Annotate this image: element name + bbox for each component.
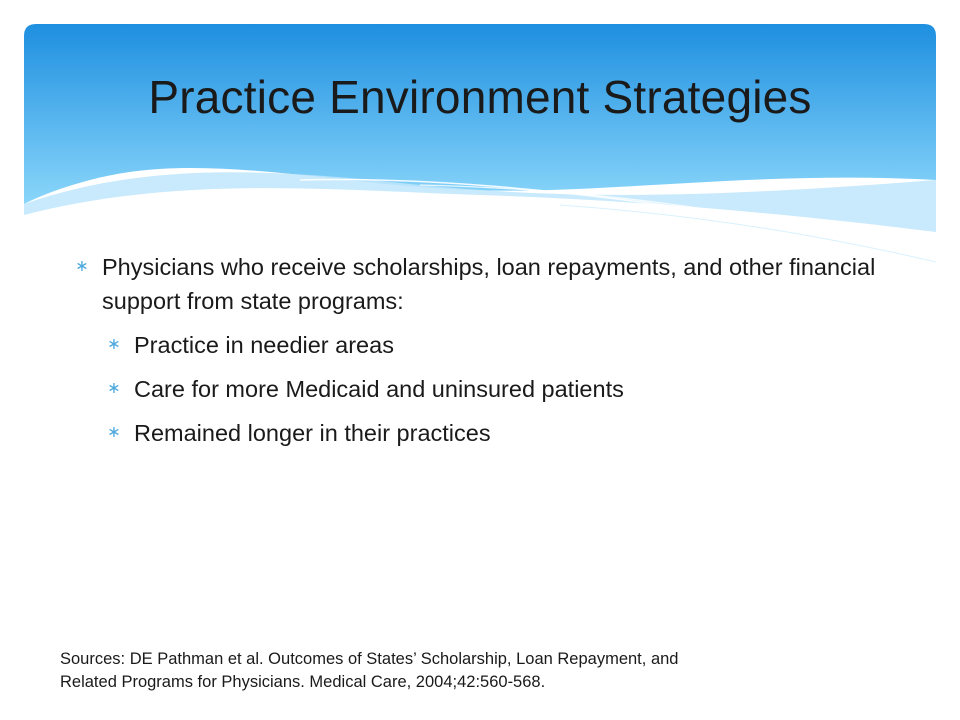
sources-line-2: Related Programs for Physicians. Medical Care, 2004;42:560-568. — [60, 673, 546, 691]
asterisk-bullet-icon: ∗ — [107, 336, 121, 353]
sub-bullet-item — [104, 328, 912, 362]
asterisk-bullet-icon: ∗ — [107, 424, 121, 441]
bullet-list — [72, 250, 912, 460]
sources-citation — [60, 648, 920, 694]
bullet-text: Physicians who receive scholarships, loan repayments, and other financial support from state programs: — [102, 254, 876, 314]
sub-bullet-item — [104, 416, 912, 450]
header-wave-background — [0, 0, 960, 290]
sources-line-1: Sources: DE Pathman et al. Outcomes of States’ Scholarship, Loan Repayment, and — [60, 650, 679, 668]
slide-title: Practice Environment Strategies — [148, 71, 812, 123]
sub-bullet-item — [104, 372, 912, 406]
asterisk-bullet-icon: ∗ — [107, 380, 121, 397]
sub-bullet-text: Care for more Medicaid and uninsured patients — [134, 376, 624, 402]
bullet-item — [72, 250, 912, 318]
sub-bullet-text: Remained longer in their practices — [134, 420, 491, 446]
sub-bullet-text: Practice in needier areas — [134, 332, 394, 358]
asterisk-bullet-icon: ∗ — [75, 258, 89, 275]
